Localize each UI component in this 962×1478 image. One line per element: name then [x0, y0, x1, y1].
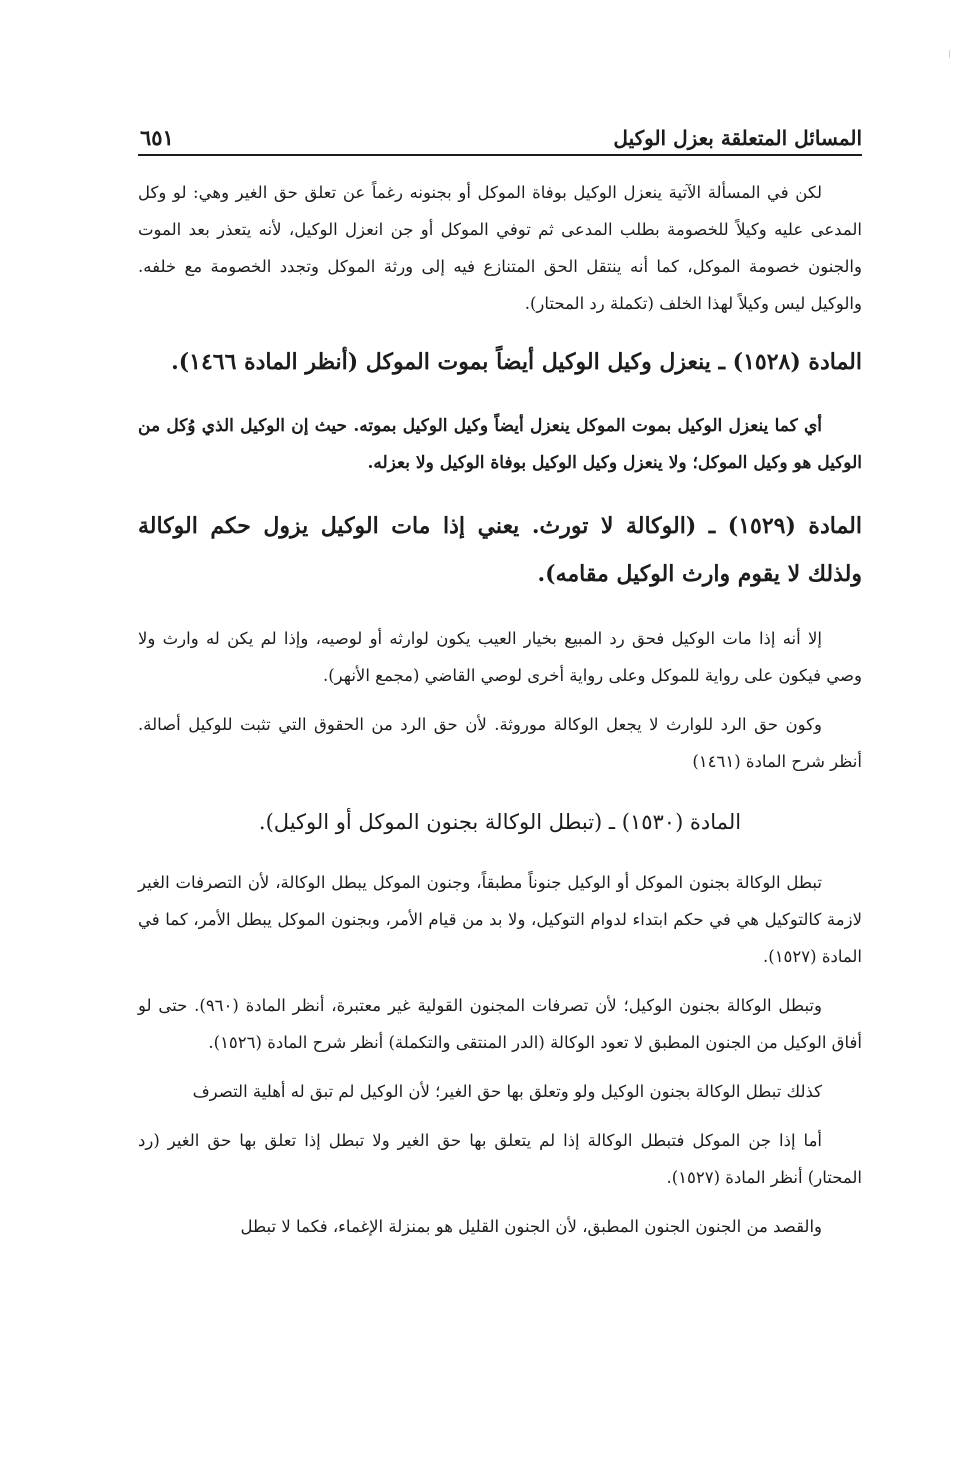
article-1530: المادة (١٥٣٠) ـ (تبطل الوكالة بجنون الموكل أو الوكيل).: [258, 810, 742, 834]
page-edge-mark: [949, 50, 950, 58]
paragraph-1530-commentary-5: والقصد من الجنون الجنون المطبق، لأن الجنون القليل هو بمنزلة الإغماء، فكما لا تبطل: [240, 1217, 822, 1236]
paragraph-1529-commentary-1: إلا أنه إذا مات الوكيل فحق رد المبيع بخيار العيب يكون لوارثه أو لوصيه، وإذا لم يكن له وارث ولا وصي فيكون على رواية للموكل وعلى رواية أخرى لوصي القاضي (مجمع الأنهر).: [138, 629, 862, 685]
page-body: [138, 174, 862, 1245]
document-page: [138, 120, 862, 1257]
article-1529: المادة (١٥٢٩) ـ (الوكالة لا تورث. يعني إذا مات الوكيل يزول حكم الوكالة ولذلك لا يقوم وارث الوكيل مقامه).: [138, 513, 862, 587]
page-number: ٦٥١: [140, 125, 174, 150]
paragraph-intro: لكن في المسألة الآتية ينعزل الوكيل بوفاة الموكل أو بجنونه رغماً عن تعلق حق الغير وهي: لو وكل المدعى عليه وكيلاً للخصومة بطلب المدعى ثم توفي الموكل أو جن انعزل الوكيل، لأنه يتعذر بعد الموت والجنون خصومة الموكل، كما أنه ينتقل الحق المتنازع فيه إلى ورثة الموكل وتجدد الخصومة مع خلفه. والوكيل ليس وكيلاً لهذا الخلف (تكملة رد المحتار).: [138, 183, 862, 313]
running-title: المسائل المتعلقة بعزل الوكيل: [613, 126, 862, 150]
paragraph-1530-commentary-4: أما إذا جن الموكل فتبطل الوكالة إذا لم يتعلق بها حق الغير ولا تبطل إذا تعلق بها حق الغير (رد المحتار) أنظر المادة (١٥٢٧).: [138, 1131, 862, 1187]
paragraph-1530-commentary-3: كذلك تبطل الوكالة بجنون الوكيل ولو وتعلق بها حق الغير؛ لأن الوكيل لم تبق له أهلية التصرف: [192, 1082, 822, 1101]
paragraph-1528-commentary: أي كما ينعزل الوكيل بموت الموكل ينعزل أيضاً وكيل الوكيل بموته. حيث إن الوكيل الذي وُكل من الوكيل هو وكيل الموكل؛ ولا ينعزل وكيل الوكيل بوفاة الوكيل ولا بعزله.: [138, 416, 862, 473]
paragraph-1530-commentary-2: وتبطل الوكالة بجنون الوكيل؛ لأن تصرفات المجنون القولية غير معتبرة، أنظر المادة (٩٦٠). حتى لو أفاق الوكيل من الجنون المطبق لا تعود الوكالة (الدر المنتقى والتكملة) أنظر شرح المادة (١٥٢٦).: [138, 996, 862, 1052]
article-1528: المادة (١٥٢٨) ـ ينعزل وكيل الوكيل أيضاً بموت الموكل (أنظر المادة ١٤٦٦).: [171, 349, 862, 375]
paragraph-1529-commentary-2: وكون حق الرد للوارث لا يجعل الوكالة موروثة. لأن حق الرد من الحقوق التي تثبت للوكيل أصالة. أنظر شرح المادة (١٤٦١): [138, 715, 862, 771]
paragraph-1530-commentary-1: تبطل الوكالة بجنون الموكل أو الوكيل جنوناً مطبقاً، وجنون الموكل يبطل الوكالة، لأن التصرفات الغير لازمة كالتوكيل هي في حكم ابتداء لدوام التوكيل، ولا بد من قيام الأمر، وبجنون الموكل يبطل الأمر، كما في المادة (١٥٢٧).: [138, 873, 862, 966]
page-header: [138, 120, 862, 156]
